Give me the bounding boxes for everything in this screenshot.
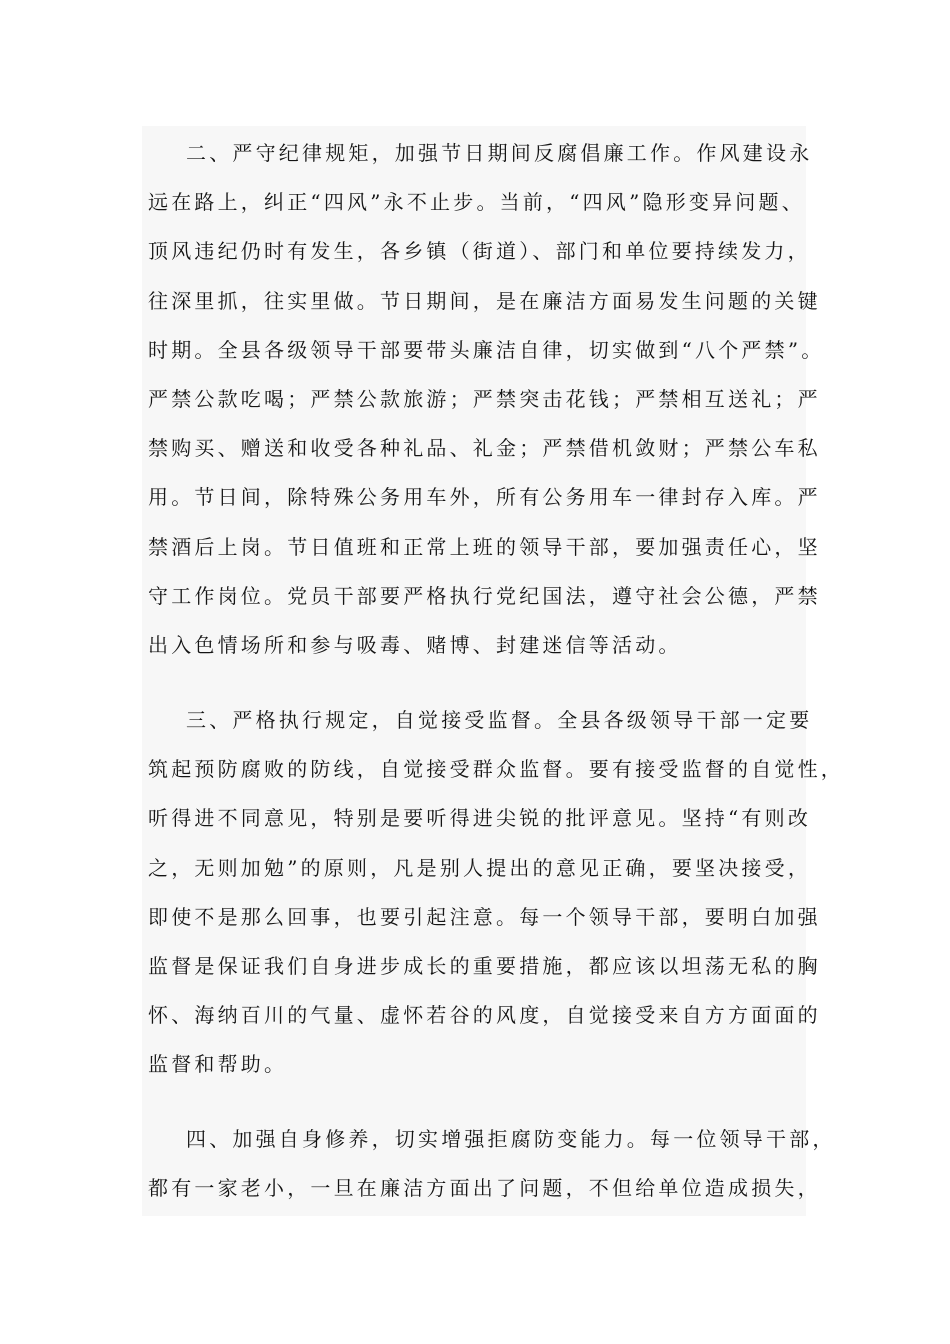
paragraph-line: 严禁公款吃喝；严禁公款旅游；严禁突击花钱；严禁相互送礼；严 [148,386,821,411]
paragraph-line: 用。节日间，除特殊公务用车外，所有公务用车一律封存入库。严 [148,485,821,510]
paragraph-line: 时期。全县各级领导干部要带头廉洁自律，切实做到“八个严禁”。 [148,337,825,362]
document-body [142,126,844,1216]
paragraph-line: 怀、海纳百川的气量、虚怀若谷的风度，自觉接受来自方方面面的 [148,1003,821,1028]
paragraph-discipline [142,129,842,670]
paragraph-line: 往深里抓，往实里做。节日期间，是在廉洁方面易发生问题的关键 [148,288,821,313]
paragraph-line: 监督和帮助。 [148,1052,288,1077]
paragraph-line: 三、严格执行规定，自觉接受监督。全县各级领导干部一定要 [186,708,813,732]
paragraph-supervision [142,696,842,1090]
paragraph-line: 筑起预防腐败的防线，自觉接受群众监督。要有接受监督的自觉性， [148,757,844,782]
paragraph-line: 远在路上，纠正“四风”永不止步。当前，“四风”隐形变异问题、 [148,190,805,215]
paragraph-self-cultivation [142,1115,842,1213]
paragraph-line: 之，无则加勉”的原则，凡是别人提出的意见正确，要坚决接受， [148,855,812,880]
paragraph-line: 守工作岗位。党员干部要严格执行党纪国法，遵守社会公德，严禁 [148,583,821,608]
paragraph-line: 二、严守纪律规矩，加强节日期间反腐倡廉工作。作风建设永 [186,141,813,165]
paragraph-line: 出入色情场所和参与吸毒、赌博、封建迷信等活动。 [148,632,682,657]
paragraph-line: 即使不是那么回事，也要引起注意。每一个领导干部，要明白加强 [148,904,821,929]
paragraph-line: 顶风违纪仍时有发生，各乡镇（街道）、部门和单位要持续发力， [148,239,811,264]
paragraph-line: 监督是保证我们自身进步成长的重要措施，都应该以坦荡无私的胸 [148,953,821,978]
paragraph-line: 四、加强自身修养，切实增强拒腐防变能力。每一位领导干部， [186,1127,836,1151]
paragraph-line: 听得进不同意见，特别是要听得进尖锐的批评意见。坚持“有则改 [148,806,812,831]
paragraph-line: 都有一家老小，一旦在廉洁方面出了问题，不但给单位造成损失， [148,1176,821,1201]
paragraph-line: 禁酒后上岗。节日值班和正常上班的领导干部，要加强责任心，坚 [148,534,821,559]
paragraph-line: 禁购买、赠送和收受各种礼品、礼金；严禁借机敛财；严禁公车私 [148,436,821,461]
